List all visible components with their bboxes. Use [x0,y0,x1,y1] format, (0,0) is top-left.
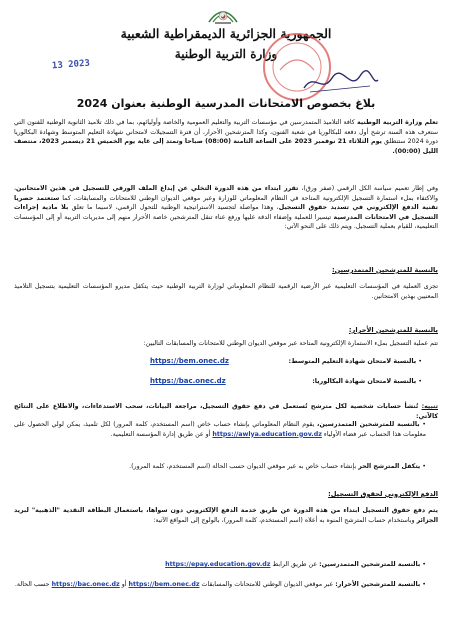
payment-text-b: وباستخدام حساب المترشح المنوه به أعلاه (اسم المستخدم، كلمة المرور)، بالولوج إلى المواقع الآتية: [153,516,417,524]
bem-label: بالنسبة لامتحان شهادة التعليم المتوسط: [288,357,417,365]
notice-item-free [14,462,426,472]
intro-body: كافة التلاميذ المتمدرسين في مؤسسات التربية والتعليم العمومية والخاصة وأوليائهم، بما في ذلك تلاميذ الثانوية الوطنية للفنون التي ستعرف هذه السنة ترشح أول دفعة للبكالوريا في شعبة الفنون، وكذا المترشحين الأحرار، أن فترة التسجيلات لامتحاني شهادة التعليم المتوسط وشهادة البكالوريا دورة 2024 ستنطلق [14,119,438,146]
notice-item2-text: بإنشاء حساب خاص به عبر موقعي الديوان حسب الحالة (اسم المستخدم، كلمة المرور). [129,463,359,470]
bac-link[interactable]: https://bac.onec.dz [150,377,226,385]
payment-heading: الدفع الإلكتروني لحقوق التسجيل: [328,490,438,498]
school-candidates-heading: بالنسبة للمترشحين المتمدرسين: [332,266,438,274]
notice-item1-lead: بالنسبة للمترشحين المتمدرسين، [317,421,420,428]
payment-school-text: عن طريق الرابط [272,561,320,568]
intro-lead: تعلم وزارة التربية الوطنية [357,119,438,126]
digital-policy-paragraph [14,184,438,232]
payment-text [14,506,438,525]
notice-item1-tail: أو عن طريق إدارة المؤسسة التعليمية. [110,430,213,438]
policy-text-d: ستعتمد حصريا تقنية الدفع الإلكتروني في تسديد حقوق التسجيل [14,194,439,212]
payment-bem-link[interactable]: https://bem.onec.dz [128,581,200,588]
received-date-stamp: 13 2023 [51,58,91,72]
payment-text-a: يتم دفع حقوق التسجيل ابتداء من هذه الدورة عن طريق خدمة الدفع الإلكتروني دون سواها، باستعمال البطاقة النقدية "الذهبية" لبريد الجزائر [14,507,438,524]
algeria-emblem-icon [205,4,241,26]
bullet-icon: • [418,357,422,365]
registration-dates: يوم الثلاثاء 21 نوفمبر 2023 على الساعة الثامنة (08:00) صباحا وتمتد إلى غاية يوم الخميس 21 ديسمبر 2023، منتصف الليل (00:00). [14,138,438,155]
notice-item1-text: يقوم النظام المعلوماتي بإنشاء حساب خاص (اسم المستخدم، كلمة المرور) لكل تلميذ، يمكن لولي الحصول على معلومات هذا الحساب عبر فضاء الأولياء [14,421,426,438]
policy-text-b: تقرر ابتداء من هذه الدورة التخلي عن إيداع الملف الورقي للتسجيل في هذين الامتحانين [16,185,299,192]
policy-text-a: وفي إطار تعميم سياسة الكل الرقمي (صفر ورق)، [298,185,438,192]
policy-text-c: ، والاكتفاء بملء استمارة التسجيل الإلكترونية المتاحة في النظام المعلوماتي للوزارة وعبر موقعي الديوان الوطني للامتحانات والمسابقات، كما [14,185,438,202]
bullet-icon: • [418,377,422,385]
intro-paragraph [14,118,438,156]
policy-text-e: ، وهذا مواصلة لتجسيد الاستراتيجية الوطنية للتحول الرقمي، لاسيما ما تعلق [68,204,279,212]
bac-row [312,377,422,385]
republic-header: الجمهورية الجزائرية الديمقراطية الشعبية [120,26,332,41]
bem-row [289,357,422,365]
bem-link[interactable]: https://bem.onec.dz [150,357,229,365]
notice-item-school [14,420,426,439]
payment-bac-link[interactable]: https://bac.onec.dz [51,581,120,588]
payment-free-label: بالنسبة للمترشحين الأحرار: [335,581,421,588]
school-candidates-text: تجرى العملية في المؤسسات التعليمية عبر الأرضية الرقمية للنظام المعلوماتي لوزارة التربية الوطنية حيث يتكفل مديرو المؤسسات التعليمية بتسجيل التلاميذ المعنيين بهذين الامتحانين. [14,283,438,300]
bullet-icon: • [419,421,426,428]
notice-heading-text: تُنشأ حسابات شخصية لكل مترشح تُستعمل في دفع حقوق التسجيل، مراجعة البيانات، سحب الاستدعاءات، والاطلاع على النتائج كالآتي: [14,403,438,420]
payment-free-row [14,580,426,590]
notice-title: بلاغ بخصوص الامتحانات المدرسية الوطنية بعنوان 2024 [76,97,376,110]
payment-school-row [14,560,426,570]
bac-label: بالنسبة لامتحان شهادة البكالوريا: [312,377,417,385]
payment-free-or: أو [119,581,129,588]
bullet-icon: • [420,463,426,470]
payment-free-tail: حسب الحالة. [14,581,52,588]
notice-heading: تنبيه: [421,403,438,410]
notice-item2-lead: يتكفل المترشح الحر [358,463,421,470]
free-candidates-heading: بالنسبة للمترشحين الأحرار: [348,326,438,334]
ministry-header: وزارة التربية الوطنية [174,47,278,61]
payment-school-label: بالنسبة للمترشحين المتمدرسين: [319,561,421,568]
payment-free-text: عبر موقعي الديوان الوطني للامتحانات والمسابقات [199,581,336,588]
policy-text-f: بلا مادية إجراءات التسجيل في الامتحانات المدرسية [14,204,439,221]
policy-text-g: تيسيرا للعملية وإضفاء الدقة عليها ورفع عناء تنقل المترشحين خاصة الأحرار منهم إلى مديريات التربية أو إلى المؤسسات التعليمية، للقيام بعملية التسجيل. ويتم ذلك على النحو الآتي: [14,213,438,231]
free-candidates-text: تتم عملية التسجيل بملء الاستمارة الإلكترونية المتاحة عبر موقعي الديوان الوطني للامتحانات والمسابقات التاليين: [143,340,438,347]
bullet-icon: • [420,581,426,588]
bullet-icon: • [420,561,426,568]
signature-icon [300,68,380,96]
awlya-link[interactable]: https://awlya.education.gov.dz [212,430,322,438]
epay-link[interactable]: https://epay.education.gov.dz [165,561,271,568]
notice-heading-line [14,402,438,421]
